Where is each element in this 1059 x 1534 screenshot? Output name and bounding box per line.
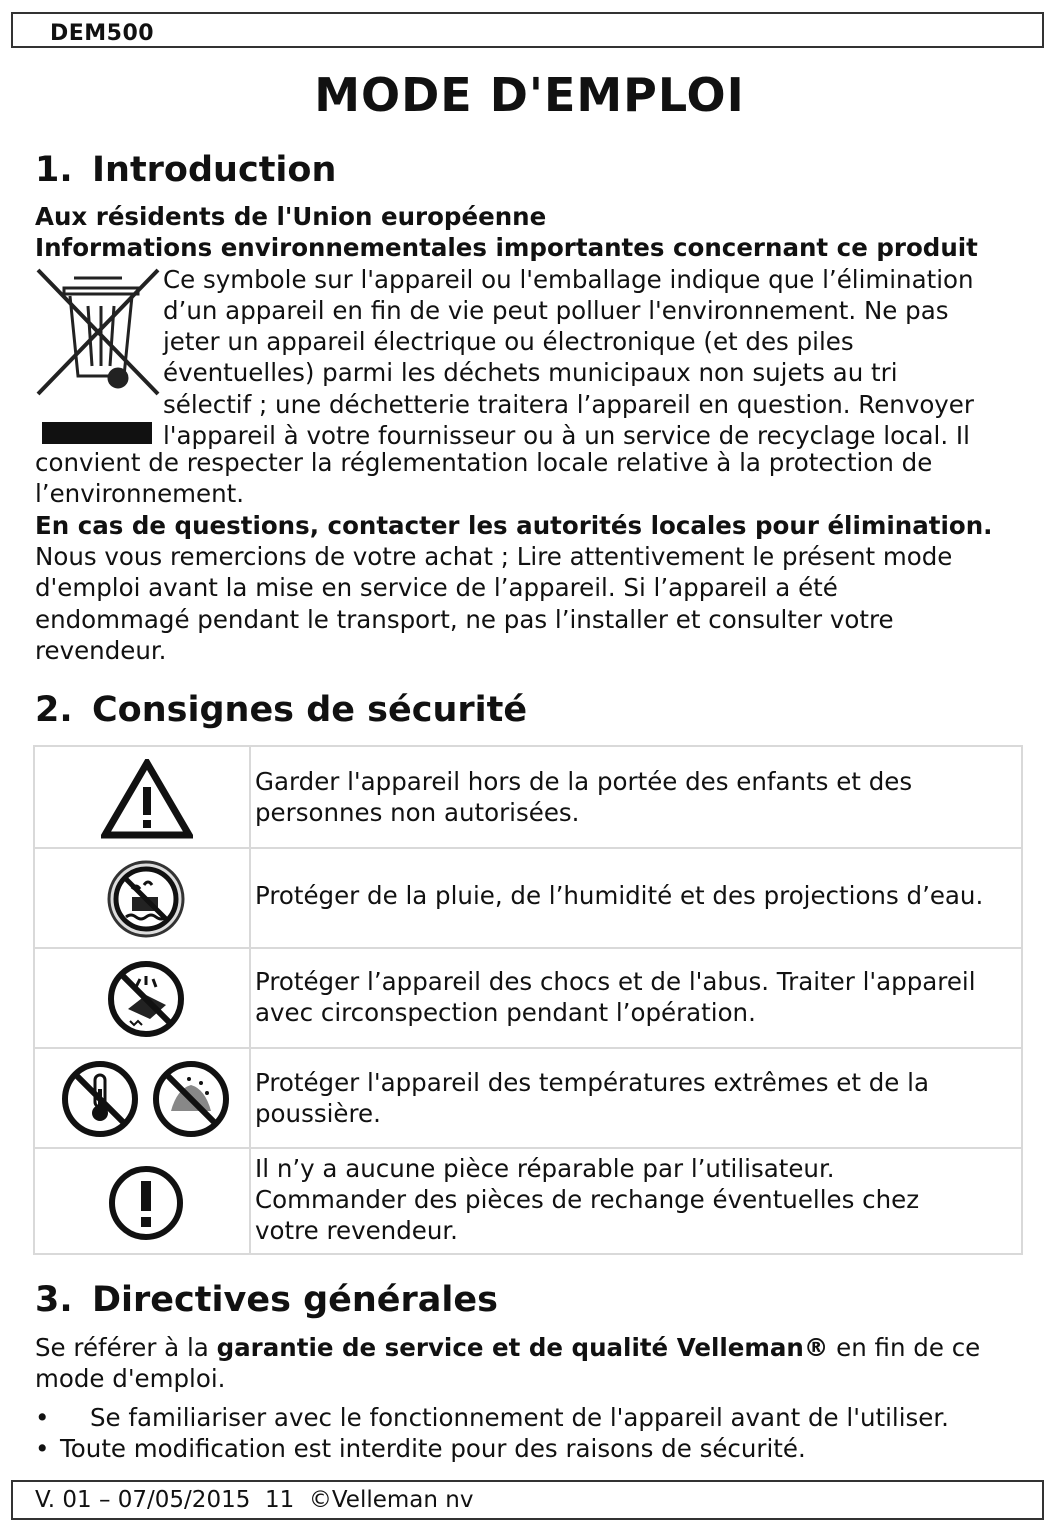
table-row bbox=[35, 747, 1021, 849]
section-3-number: 3. bbox=[35, 1280, 73, 1320]
weee-bin-icon bbox=[34, 266, 162, 446]
section-2-heading bbox=[35, 690, 527, 730]
warranty-suffix: en fin de ce bbox=[828, 1333, 981, 1362]
thanks-line-1: Nous vous remercions de votre achat ; Lire attentivement le présent mode bbox=[35, 542, 953, 571]
no-temperature-dust-icon bbox=[35, 1049, 249, 1147]
regulation-line-2: l’environnement. bbox=[35, 479, 245, 508]
footer-box bbox=[11, 1480, 1044, 1520]
safety-text-1-line-1: Garder l'appareil hors de la portée des enfants et des bbox=[255, 767, 913, 796]
bullet-1-text: Se familiariser avec le fonctionnement de l'appareil avant de l'utiliser. bbox=[90, 1403, 949, 1432]
warranty-reference-line-2: mode d'emploi. bbox=[35, 1364, 226, 1393]
safety-text-5-line-1: Il n’y a aucune pièce réparable par l’utilisateur. bbox=[255, 1154, 835, 1183]
bullet-2 bbox=[35, 1433, 806, 1464]
model-name: DEM500 bbox=[50, 21, 155, 46]
environment-info-heading: Informations environnementales importantes concernant ce produit bbox=[35, 233, 978, 262]
weee-line-3: jeter un appareil électrique ou électronique (et des piles bbox=[163, 327, 854, 356]
section-3-title: Directives générales bbox=[92, 1280, 498, 1320]
header-box bbox=[11, 12, 1044, 48]
section-3-heading bbox=[35, 1280, 498, 1320]
safety-text-5-line-2: Commander des pièces de rechange éventuelles chez bbox=[255, 1185, 920, 1214]
weee-line-2: d’un appareil en fin de vie peut polluer l'environnement. Ne pas bbox=[163, 296, 949, 325]
contact-authorities: En cas de questions, contacter les autorités locales pour élimination. bbox=[35, 511, 993, 540]
regulation-line-1: convient de respecter la réglementation locale relative à la protection de bbox=[35, 448, 933, 477]
exclamation-circle-icon bbox=[35, 1149, 249, 1253]
bullet-2-text: Toute modification est interdite pour des raisons de sécurité. bbox=[60, 1434, 806, 1463]
table-row bbox=[35, 1049, 1021, 1149]
thanks-line-2: d'emploi avant la mise en service de l’appareil. Si l’appareil a été bbox=[35, 573, 838, 602]
eu-residents-heading: Aux résidents de l'Union européenne bbox=[35, 202, 547, 231]
safety-text-5-line-3: votre revendeur. bbox=[255, 1216, 458, 1245]
thanks-line-3: endommagé pendant le transport, ne pas l’installer et consulter votre bbox=[35, 605, 894, 634]
section-1-heading bbox=[35, 150, 336, 190]
safety-text-4-line-1: Protéger l'appareil des températures extrêmes et de la bbox=[255, 1068, 929, 1097]
weee-line-5: sélectif ; une déchetterie traitera l’appareil en question. Renvoyer bbox=[163, 390, 974, 419]
warranty-reference bbox=[35, 1332, 980, 1363]
section-1-title: Introduction bbox=[92, 150, 337, 190]
table-row bbox=[35, 1149, 1021, 1253]
footer-text: V. 01 – 07/05/2015 11 ©Velleman nv bbox=[35, 1487, 474, 1513]
bullet-dot: • bbox=[35, 1403, 50, 1432]
document-title: MODE D'EMPLOI bbox=[314, 68, 745, 122]
safety-text-1-line-2: personnes non autorisées. bbox=[255, 798, 580, 827]
no-shock-icon bbox=[35, 949, 249, 1047]
safety-table bbox=[33, 745, 1023, 1255]
section-2-title: Consignes de sécurité bbox=[92, 690, 528, 730]
safety-text-3-line-2: avec circonspection pendant l’opération. bbox=[255, 998, 756, 1027]
table-row bbox=[35, 849, 1021, 949]
no-water-icon bbox=[35, 849, 249, 947]
safety-text-4-line-2: poussière. bbox=[255, 1099, 381, 1128]
section-2-number: 2. bbox=[35, 690, 73, 730]
bullet-dot: • bbox=[35, 1434, 50, 1463]
warranty-bold: garantie de service et de qualité Velleman® bbox=[216, 1333, 829, 1362]
safety-text-2-line-1: Protéger de la pluie, de l’humidité et des projections d’eau. bbox=[255, 881, 984, 910]
bullet-1 bbox=[35, 1402, 949, 1433]
safety-text-3-line-1: Protéger l’appareil des chocs et de l'abus. Traiter l'appareil bbox=[255, 967, 976, 996]
table-row bbox=[35, 949, 1021, 1049]
section-1-number: 1. bbox=[35, 150, 73, 190]
weee-line-6: l'appareil à votre fournisseur ou à un service de recyclage local. Il bbox=[163, 421, 970, 450]
warranty-prefix: Se référer à la bbox=[35, 1333, 217, 1362]
thanks-line-4: revendeur. bbox=[35, 636, 167, 665]
weee-line-4: éventuelles) parmi les déchets municipaux non sujets au tri bbox=[163, 358, 898, 387]
warning-triangle-icon bbox=[35, 747, 249, 847]
weee-line-1: Ce symbole sur l'appareil ou l'emballage indique que l’élimination bbox=[163, 265, 974, 294]
